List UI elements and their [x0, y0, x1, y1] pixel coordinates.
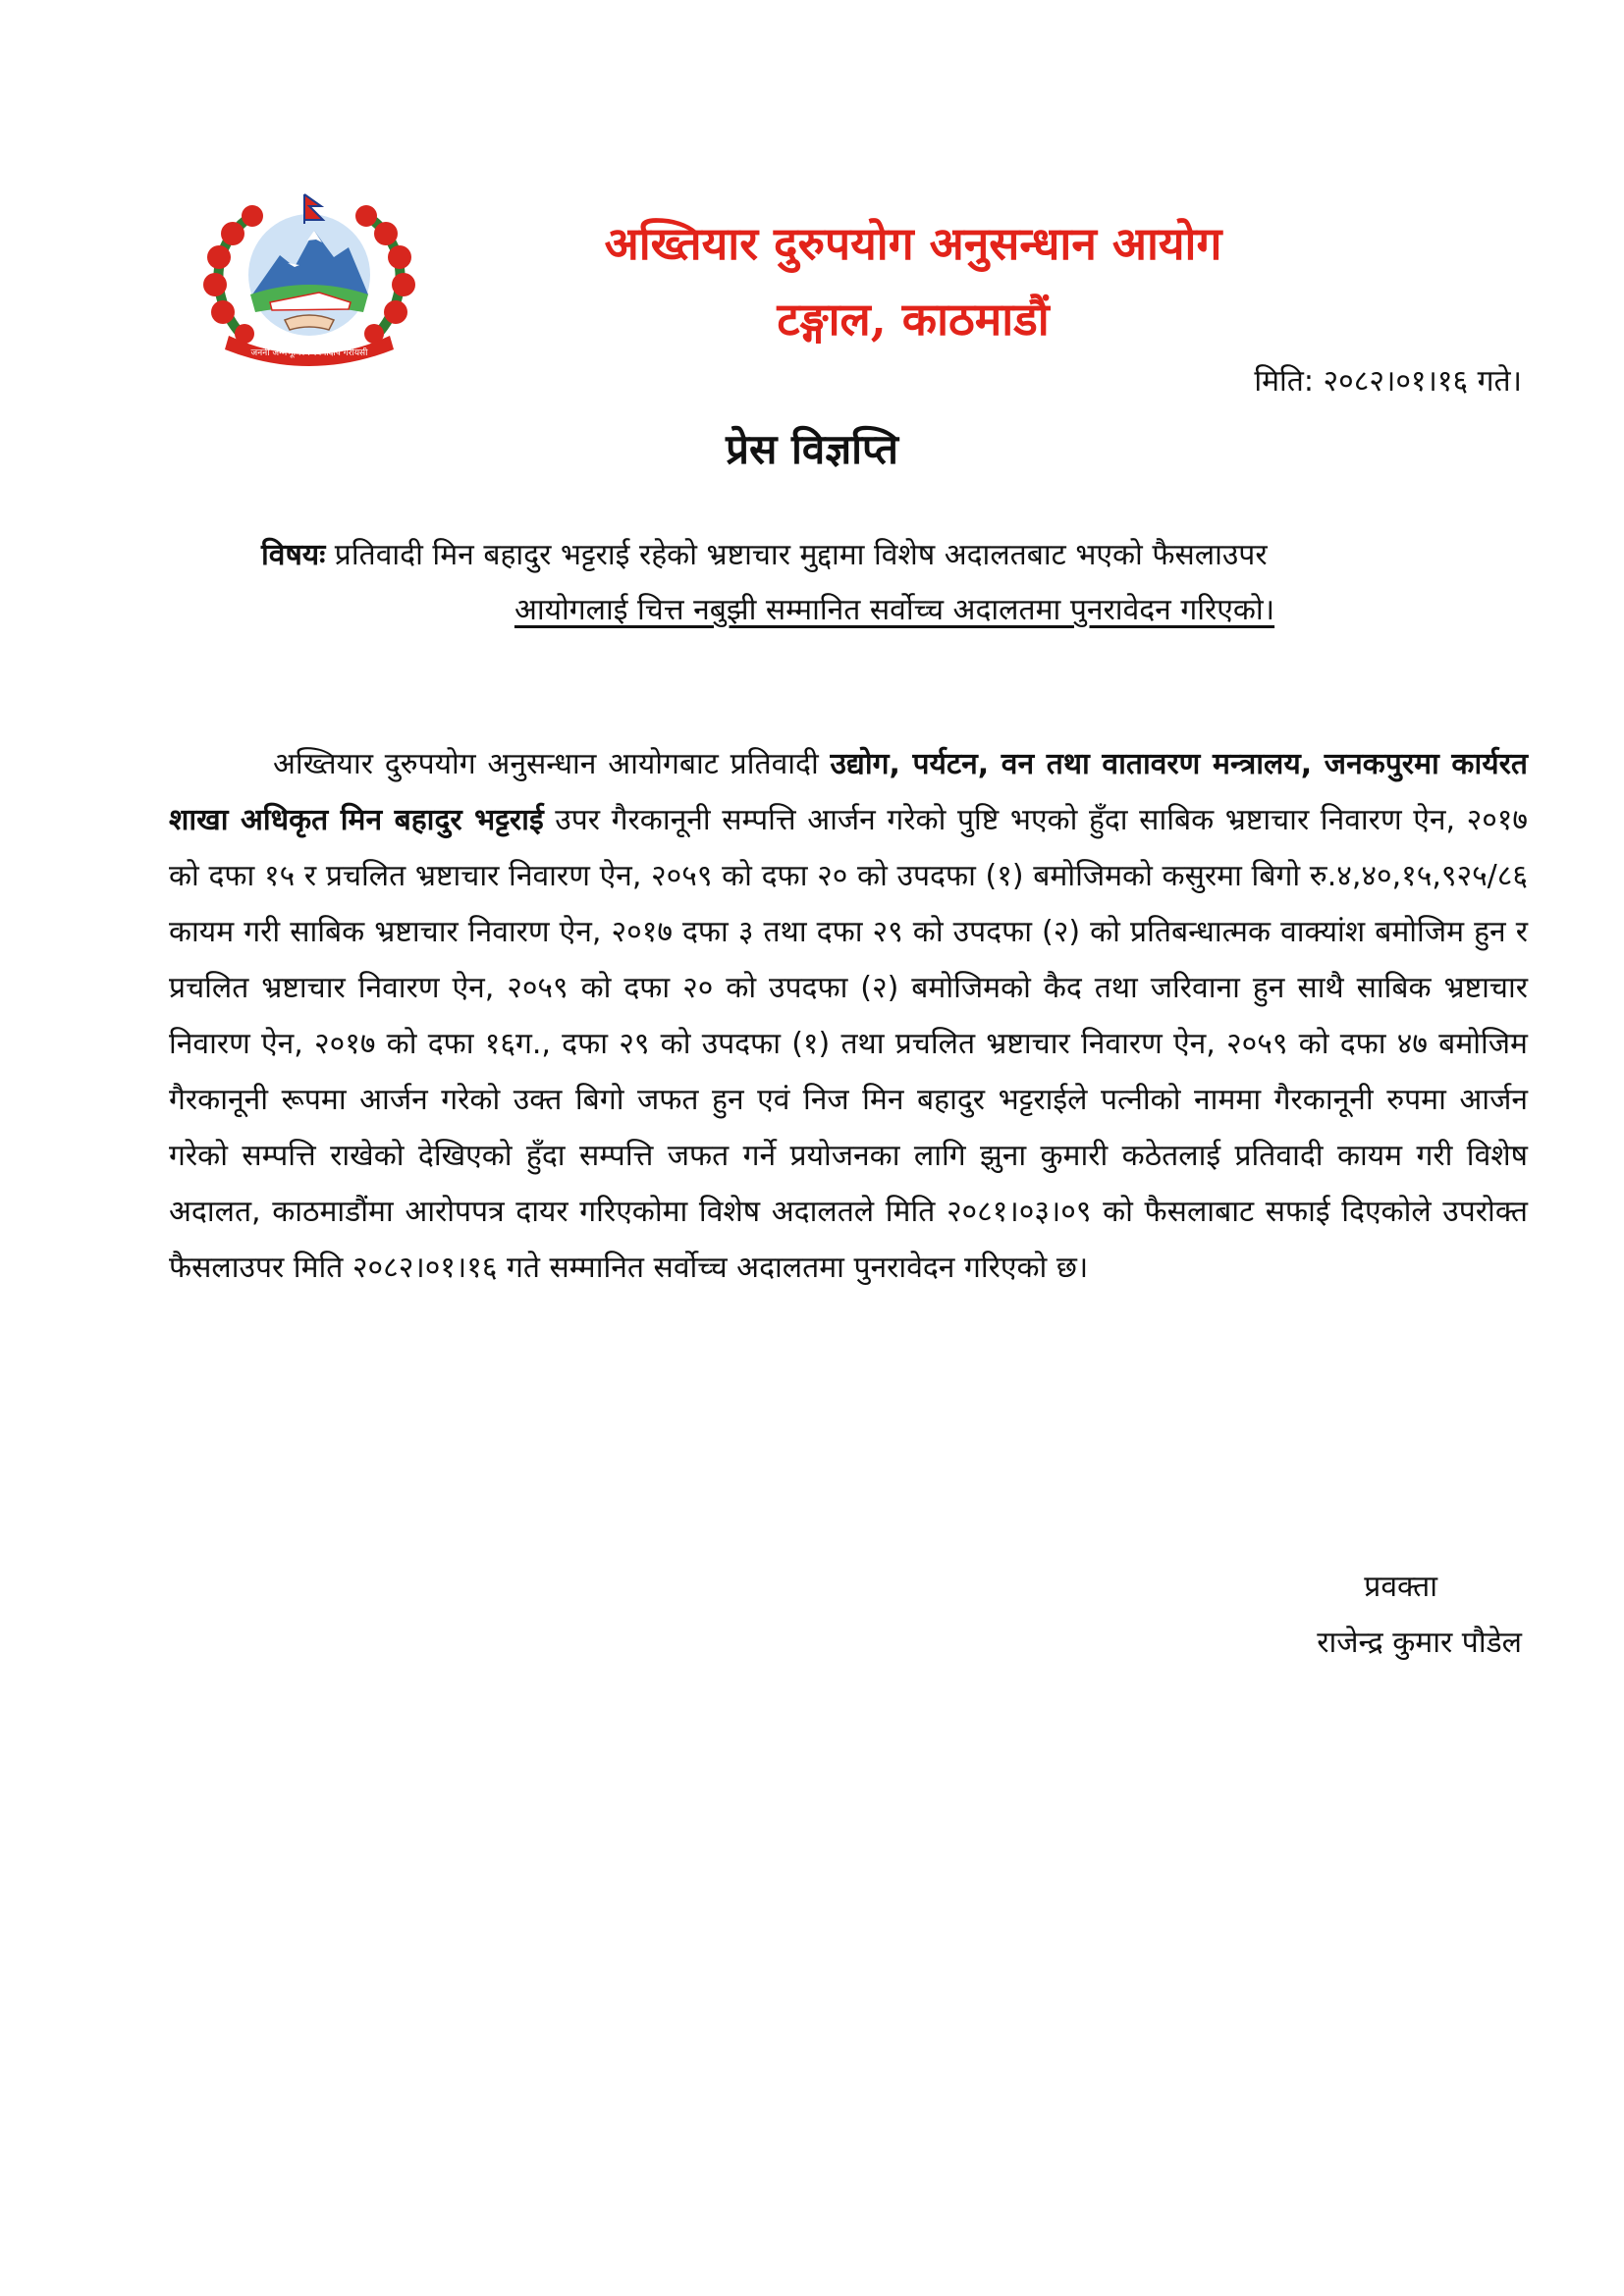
- organization-location: टङ्गाल, काठमाडौं: [777, 293, 1050, 346]
- organization-name: अख्तियार दुरुपयोग अनुसन्धान आयोग: [604, 217, 1222, 270]
- body-part-1: अख्तियार दुरुपयोग अनुसन्धान आयोगबाट प्रतिवादी: [273, 747, 831, 781]
- body-accused-details: उद्योग, पर्यटन, वन तथा वातावरण मन्त्रालय, जनकपुरमा कार्यरत शाखा अधिकृत मिन बहादुर भट्टराई: [169, 747, 1528, 837]
- subject-line-1: प्रतिवादी मिन बहादुर भट्टराई रहेको भ्रष्टाचार मुद्दामा विशेष अदालतबाट भएको फैसलाउपर: [334, 538, 1268, 572]
- document-title: प्रेस विज्ञप्ति: [726, 425, 898, 473]
- signature-block: [1317, 1559, 1522, 1671]
- subject-label: विषयः: [261, 538, 326, 572]
- subject-line-2: आयोगलाई चित्त नबुझी सम्मानित सर्वोच्च अदालतमा पुनरावेदन गरिएको।: [514, 593, 1275, 627]
- document-date: मिति: २०८२।०१।१६ गते।: [1254, 364, 1522, 399]
- subject-line-2-wrapper: [261, 583, 1528, 638]
- signatory-role: प्रवक्ता: [1364, 1570, 1437, 1604]
- subject-block: [261, 528, 1528, 638]
- emblem-motto: जननी जन्मभूमिश्च स्वर्गादपि गरीयसी: [250, 348, 368, 358]
- nepal-government-emblem-icon: [201, 187, 417, 373]
- signatory-name: राजेन्द्र कुमार पौडेल: [1317, 1626, 1522, 1660]
- body-paragraph: [169, 736, 1528, 1296]
- body-part-2: उपर गैरकानूनी सम्पत्ति आर्जन गरेको पुष्टि भएको हुँदा साबिक भ्रष्टाचार निवारण ऐन, २०१७ को दफा १५ र प्रचलित भ्रष्टाचार निवारण ऐन, २०५९ को दफा २० को उपदफा (१) बमोजिमको कसुरमा बिगो रु.४,४०,१५,९२५/८६ कायम गरी साबिक भ्रष्टाचार निवारण ऐन, २०१७ दफा ३ तथा दफा २९ को उपदफा (२) को प्रतिबन्धात्मक वाक्यांश बमोजिम हुन र प्रचलित भ्रष्टाचार निवारण ऐन, २०५९ को दफा २० को उपदफा (२) बमोजिमको कैद तथा जरिवाना हुन साथै साबिक भ्रष्टाचार निवारण ऐन, २०१७ को दफा १६ग., दफा २९ को उपदफा (१) तथा प्रचलित भ्रष्टाचार निवारण ऐन, २०५९ को दफा ४७ बमोजिम गैरकानूनी रूपमा आर्जन गरेको उक्त बिगो जफत हुन एवं निज मिन बहादुर भट्टराईले पत्नीको नाममा गैरकानूनी रुपमा आर्जन गरेको सम्पत्ति राखेको देखिएको हुँदा सम्पत्ति जफत गर्ने प्रयोजनका लागि झुना कुमारी कठेतलाई प्रतिवादी कायम गरी विशेष अदालत, काठमाडौंमा आरोपपत्र दायर गरिएकोमा विशेष अदालतले मिति २०८१।०३।०९ को फैसलाबाट सफाई दिएकोले उपरोक्त फैसलाउपर मिति २०८२।०१।१६ गते सम्मानित सर्वोच्च अदालतमा पुनरावेदन गरिएको छ।: [169, 803, 1528, 1285]
